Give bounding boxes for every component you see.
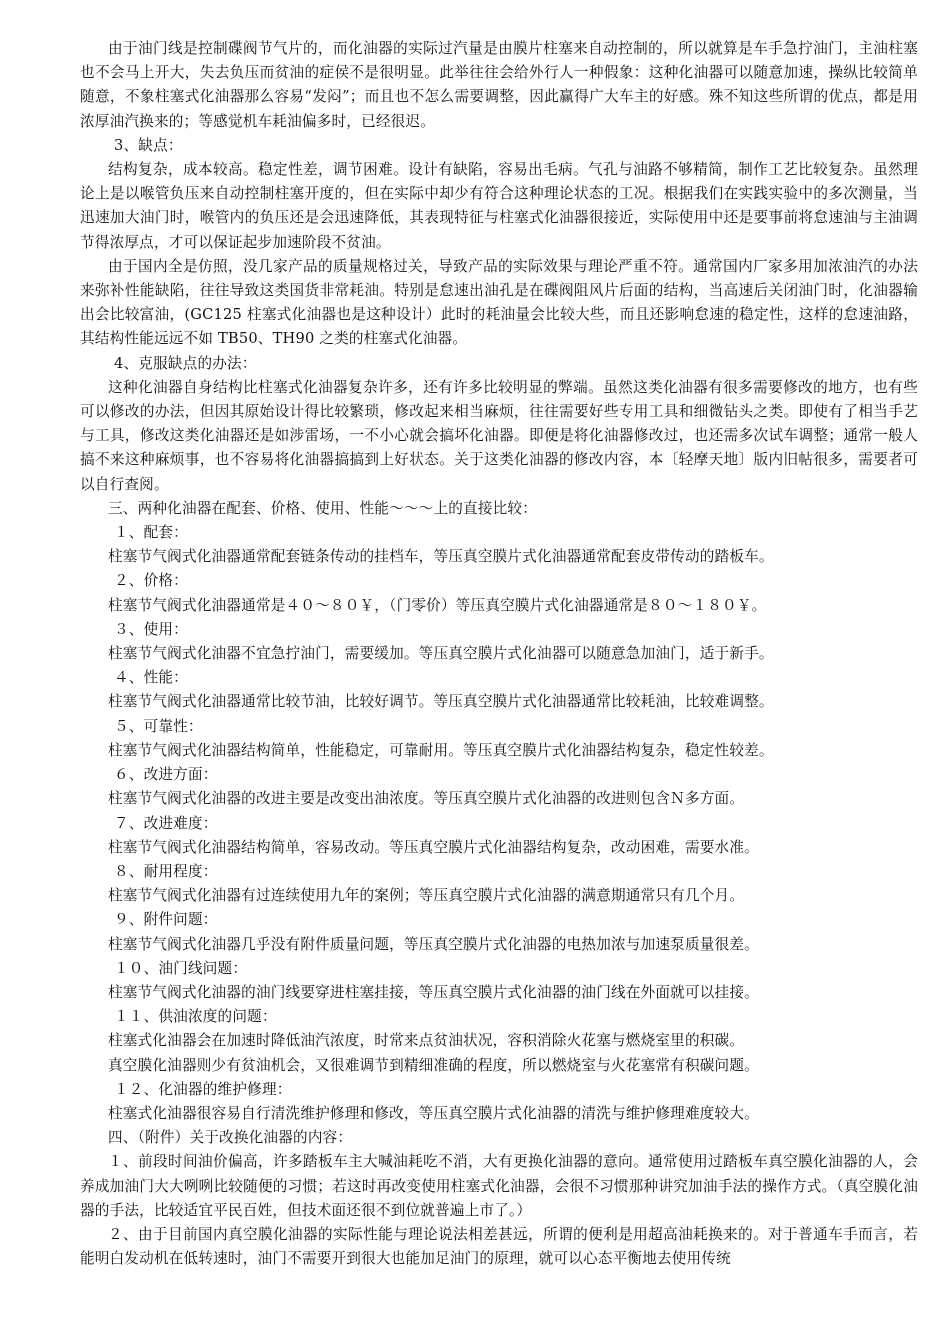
paragraph: 真空膜化油器则少有贫油机会，又很难调节到精细准确的程度，所以燃烧室与火花塞常有积碳问题。: [108, 1056, 759, 1074]
paragraph: 柱塞节气阀式化油器结构简单，容易改动。等压真空膜片式化油器结构复杂，改动困难，需要水准。: [108, 838, 759, 856]
paragraph: 柱塞式化油器很容易自行清洗维护修理和修改，等压真空膜片式化油器的清洗与维护修理难度较大。: [108, 1104, 759, 1122]
paragraph: 柱塞节气阀式化油器结构简单，性能稳定，可靠耐用。等压真空膜片式化油器结构复杂，稳定性较差。: [108, 741, 774, 759]
paragraph: 4、克服缺点的办法：: [114, 354, 257, 372]
paragraph: 这种化油器自身结构比柱塞式化油器复杂许多，还有许多比较明显的弊端。虽然这类化油器有很多需要修改的地方，也有些可以修改的办法，但因其原始设计得比较繁琐，修改起来相当麻烦，往往需要好些专用工具和细微钻头之类。即使有了相当手艺与工具，修改这类化油器还是如涉雷场，一不小心就会搞坏化油器。即便是将化油器修改过，也还需多次试车调整；通常一般人搞不来这种麻烦事，也不容易将化油器搞搞到上好状态。关于这类化油器的修改内容，本〔轻摩天地〕版内旧帖很多，需要者可以自行查阅。: [80, 378, 918, 493]
paragraph: 三、两种化油器在配套、价格、使用、性能～～～上的直接比较：: [108, 499, 538, 517]
paragraph: ４、性能：: [114, 669, 188, 687]
paragraph: １１、供油浓度的问题：: [114, 1008, 277, 1026]
paragraph: 柱塞节气阀式化油器有过连续使用九年的案例；等压真空膜片式化油器的满意期通常只有几个月。: [108, 887, 745, 905]
paragraph: 柱塞节气阀式化油器通常是４０～８０￥，（门零价）等压真空膜片式化油器通常是８０～１８０￥。: [108, 596, 767, 614]
paragraph: 四、（附件）关于改换化油器的内容：: [108, 1129, 353, 1147]
paragraph: 柱塞式化油器会在加速时降低油汽浓度，时常来点贫油状况，容积消除火花塞与燃烧室里的积碳。: [108, 1032, 745, 1050]
paragraph: ６、改进方面：: [114, 766, 218, 784]
paragraph: ８、耐用程度：: [114, 862, 218, 880]
paragraph: 由于国内全是仿照，没几家产品的质量规格过关，导致产品的实际效果与理论严重不符。通常国内厂家多用加浓油汽的办法来弥补性能缺陷，往往导致这类国货非常耗油。特别是怠速出油孔是在碟阀阻风片后面的结构，当高速后关闭油门时，化油器输出会比较富油，(GC125 柱塞式化油器也是这种设计）此时的耗油量会比较大些，而且还影响怠速的稳定性，这样的怠速油路，其结构性能远远不如 TB50、TH90 之类的柱塞式化油器。: [80, 257, 918, 348]
paragraph: 由于油门线是控制碟阀节气片的，而化油器的实际过汽量是由膜片柱塞来自动控制的，所以就算是车手急拧油门，主油柱塞也不会马上开大，失去负压而贫油的症侯不是很明显。此举往往会给外行人一种假象：这种化油器可以随意加速，操纵比较简单随意，不象柱塞式化油器那么容易“发闷”；而且也不怎么需要调整，因此赢得广大车主的好感。殊不知这些所谓的优点，都是用浓厚油汽换来的；等感觉机车耗油偏多时，已经很迟。: [80, 40, 918, 130]
paragraph: 柱塞节气阀式化油器通常比较节油，比较好调节。等压真空膜片式化油器通常比较耗油，比较难调整。: [108, 693, 774, 711]
paragraph: 柱塞节气阀式化油器不宜急拧油门，需要缓加。等压真空膜片式化油器可以随意急加油门，适于新手。: [108, 645, 774, 663]
paragraph: ７、改进难度：: [114, 814, 218, 832]
paragraph: ９、附件问题：: [114, 911, 218, 929]
paragraph: 柱塞节气阀式化油器的改进主要是改变出油浓度。等压真空膜片式化油器的改进则包含Ｎ多方面。: [108, 790, 745, 808]
paragraph: ５、可靠性：: [114, 717, 203, 735]
paragraph: 结构复杂，成本较高。稳定性差，调节困难。设计有缺陷，容易出毛病。气孔与油路不够精简，制作工艺比较复杂。虽然理论上是以喉管负压来自动控制柱塞开度的，但在实际中却少有符合这种理论状态的工况。根据我们在实践实验中的多次测量，当迅速加大油门时，喉管内的负压还是会迅速降低，其表现特征与柱塞式化油器很接近，实际使用中还是要事前将怠速油与主油调节得浓厚点，才可以保证起步加速阶段不贫油。: [80, 161, 918, 251]
paragraph: ２、由于目前国内真空膜化油器的实际性能与理论说法相差甚远，所谓的便利是用超高油耗换来的。对于普通车手而言，若能明白发动机在低转速时，油门不需要开到很大也能加足油门的原理，就可以心态平衡地去使用传统: [80, 1225, 918, 1268]
paragraph: ２、价格：: [114, 572, 188, 590]
paragraph: 柱塞节气阀式化油器通常配套链条传动的挂档车，等压真空膜片式化油器通常配套皮带传动的踏板车。: [108, 548, 774, 566]
paragraph: １２、化油器的维护修理：: [114, 1080, 292, 1098]
paragraph: ３、使用：: [114, 620, 188, 638]
paragraph: １、配套：: [114, 524, 188, 542]
paragraph: １、前段时间油价偏高，许多踏板车主大喊油耗吃不消，大有更换化油器的意向。通常使用过踏板车真空膜化油器的人，会养成加油门大大咧咧比较随便的习惯；若这时再改变使用柱塞式化油器，会很不习惯那种讲究加油手法的操作方式。（真空膜化油器的手法，比较适宜平民百姓，但技术面还很不到位就普遍上市了。）: [80, 1153, 918, 1219]
paragraph: 柱塞节气阀式化油器的油门线要穿进柱塞挂接，等压真空膜片式化油器的油门线在外面就可以挂接。: [108, 983, 759, 1001]
paragraph: 柱塞节气阀式化油器几乎没有附件质量问题，等压真空膜片式化油器的电热加浓与加速泵质量很差。: [108, 935, 759, 953]
paragraph: 3、缺点：: [114, 136, 183, 154]
paragraph: １０、油门线问题：: [114, 959, 248, 977]
